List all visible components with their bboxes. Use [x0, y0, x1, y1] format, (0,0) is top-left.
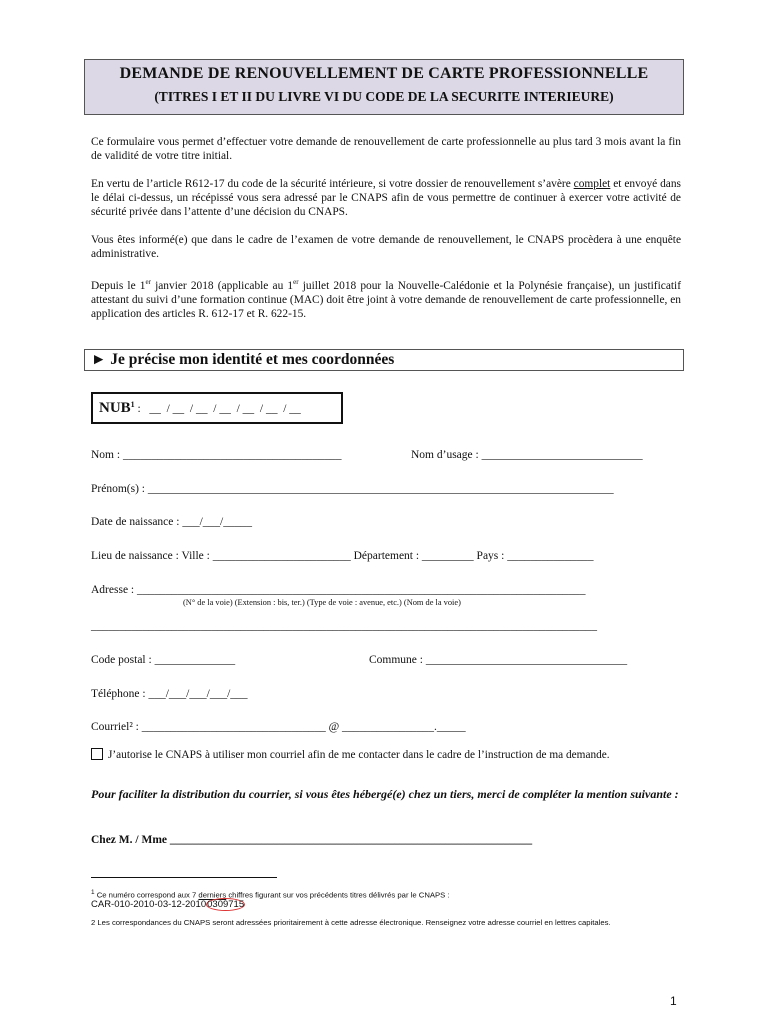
- intro-paragraph-3: Vous êtes informé(e) que dans le cadre de l’examen de votre demande de renouvellement, le CNAPS procèdera à une enquête administrative.: [91, 234, 681, 261]
- consent-label: J’autorise le CNAPS à utiliser mon courriel afin de me contacter dans le cadre de l’instruction de ma demande.: [108, 749, 610, 761]
- nom-field[interactable]: Nom : ______________________________________: [91, 449, 342, 461]
- nub-line: [99, 400, 341, 417]
- intro-p4-c: juillet 2018 pour la Nouvelle-Calédonie et la Polynésie française), un justificatif attestant du suivi d’une formation continue (MAC) doit être joint à votre demande de renouvellement de carte professionnelle, en application des articles R. 612-17 et R. 622-15.: [91, 279, 681, 321]
- intro-p2-text: En vertu de l’article R612-17 du code de la sécurité intérieure, si votre dossier de renouvellement s’avère: [91, 178, 574, 190]
- section-header-box: [84, 349, 684, 371]
- adresse-hint: (N° de la voie) (Extension : bis, ter.) (Type de voie : avenue, etc.) (Nom de la voie): [183, 598, 461, 607]
- chez-field[interactable]: Chez M. / Mme _______________________________________________________________: [91, 834, 533, 846]
- telephone-field[interactable]: Téléphone : ___/___/___/___/___: [91, 688, 248, 700]
- commune-field[interactable]: Commune : ___________________________________: [369, 654, 628, 666]
- intro-p4-a: Depuis le 1: [91, 279, 146, 292]
- intro-p4-b: janvier 2018 (applicable au 1: [150, 279, 294, 292]
- courriel-field[interactable]: Courriel² : ________________________________ @ ________________._____: [91, 721, 466, 733]
- hosting-note: Pour faciliter la distribution du courrier, si vous êtes hébergé(e) chez un tiers, merci de compléter la mention suivante :: [91, 787, 679, 801]
- intro-p4-sup2: er: [293, 278, 299, 286]
- section-title: ► Je précise mon identité et mes coordonnées: [91, 351, 395, 368]
- nub-sup: 1: [130, 400, 135, 410]
- adresse-line-2[interactable]: ________________________________________________________________________________________: [91, 620, 597, 632]
- date-naissance-field[interactable]: Date de naissance : ___/___/_____: [91, 516, 252, 528]
- footnote-separator: [91, 877, 277, 878]
- footnote-1-text-b: chiffres figurant sur vos précédents titres délivrés par le CNAPS :: [226, 890, 450, 900]
- nub-blanks: : __ / __ / __ / __ / __ / __ / __: [134, 403, 301, 415]
- nub-label: NUB: [99, 400, 131, 416]
- nub-field[interactable]: [91, 392, 343, 424]
- form-title-box: [84, 59, 684, 115]
- footnote-1-underlined: derniers: [198, 890, 227, 900]
- page-number: 1: [670, 994, 677, 1008]
- adresse-field[interactable]: Adresse : ______________________________________________________________________________: [91, 584, 586, 596]
- consent-checkbox[interactable]: [91, 748, 103, 760]
- intro-paragraph-1: Ce formulaire vous permet d’effectuer votre demande de renouvellement de carte professionnelle au plus tard 3 mois avant la fin de validité de votre titre initial.: [91, 136, 681, 163]
- footnote-1-text-a: Ce numéro correspond aux 7: [94, 890, 199, 900]
- intro-p2-text-end: et envoyé dans le délai ci-dessus, un récépissé vous sera adressé par le CNAPS afin de vous permettre de continuer à exercer votre activité de sécurité privée dans l’attente d’une décision du CNAPS.: [91, 178, 681, 219]
- footnote-1-number: 1: [91, 889, 95, 896]
- prenoms-field[interactable]: Prénom(s) : _________________________________________________________________________________: [91, 483, 614, 495]
- lieu-naissance-field[interactable]: Lieu de naissance : Ville : ________________________ Département : _________ Pays : _______________: [91, 550, 594, 562]
- intro-p4-sup1: er: [145, 278, 151, 286]
- footnote-1-example: [91, 900, 686, 910]
- intro-p2-underlined: complet: [573, 178, 611, 190]
- form-subtitle: (TITRES I ET II DU LIVRE VI DU CODE DE LA SECURITE INTERIEURE): [154, 89, 614, 104]
- nom-usage-field[interactable]: Nom d’usage : ____________________________: [411, 449, 643, 461]
- code-postal-field[interactable]: Code postal : ______________: [91, 654, 236, 666]
- intro-paragraph-4: [91, 275, 681, 321]
- form-title: DEMANDE DE RENOUVELLEMENT DE CARTE PROFESSIONNELLE: [119, 65, 649, 82]
- footnote-1-example-circled: 0309715: [207, 899, 245, 910]
- intro-paragraph-2: [91, 177, 681, 220]
- footnote-1-example-prefix: CAR-010-2010-03-12-2010: [91, 899, 207, 910]
- footnote-2: 2 Les correspondances du CNAPS seront adressées prioritairement à cette adresse électronique. Renseignez votre adresse courriel en lettres capitales.: [91, 918, 611, 927]
